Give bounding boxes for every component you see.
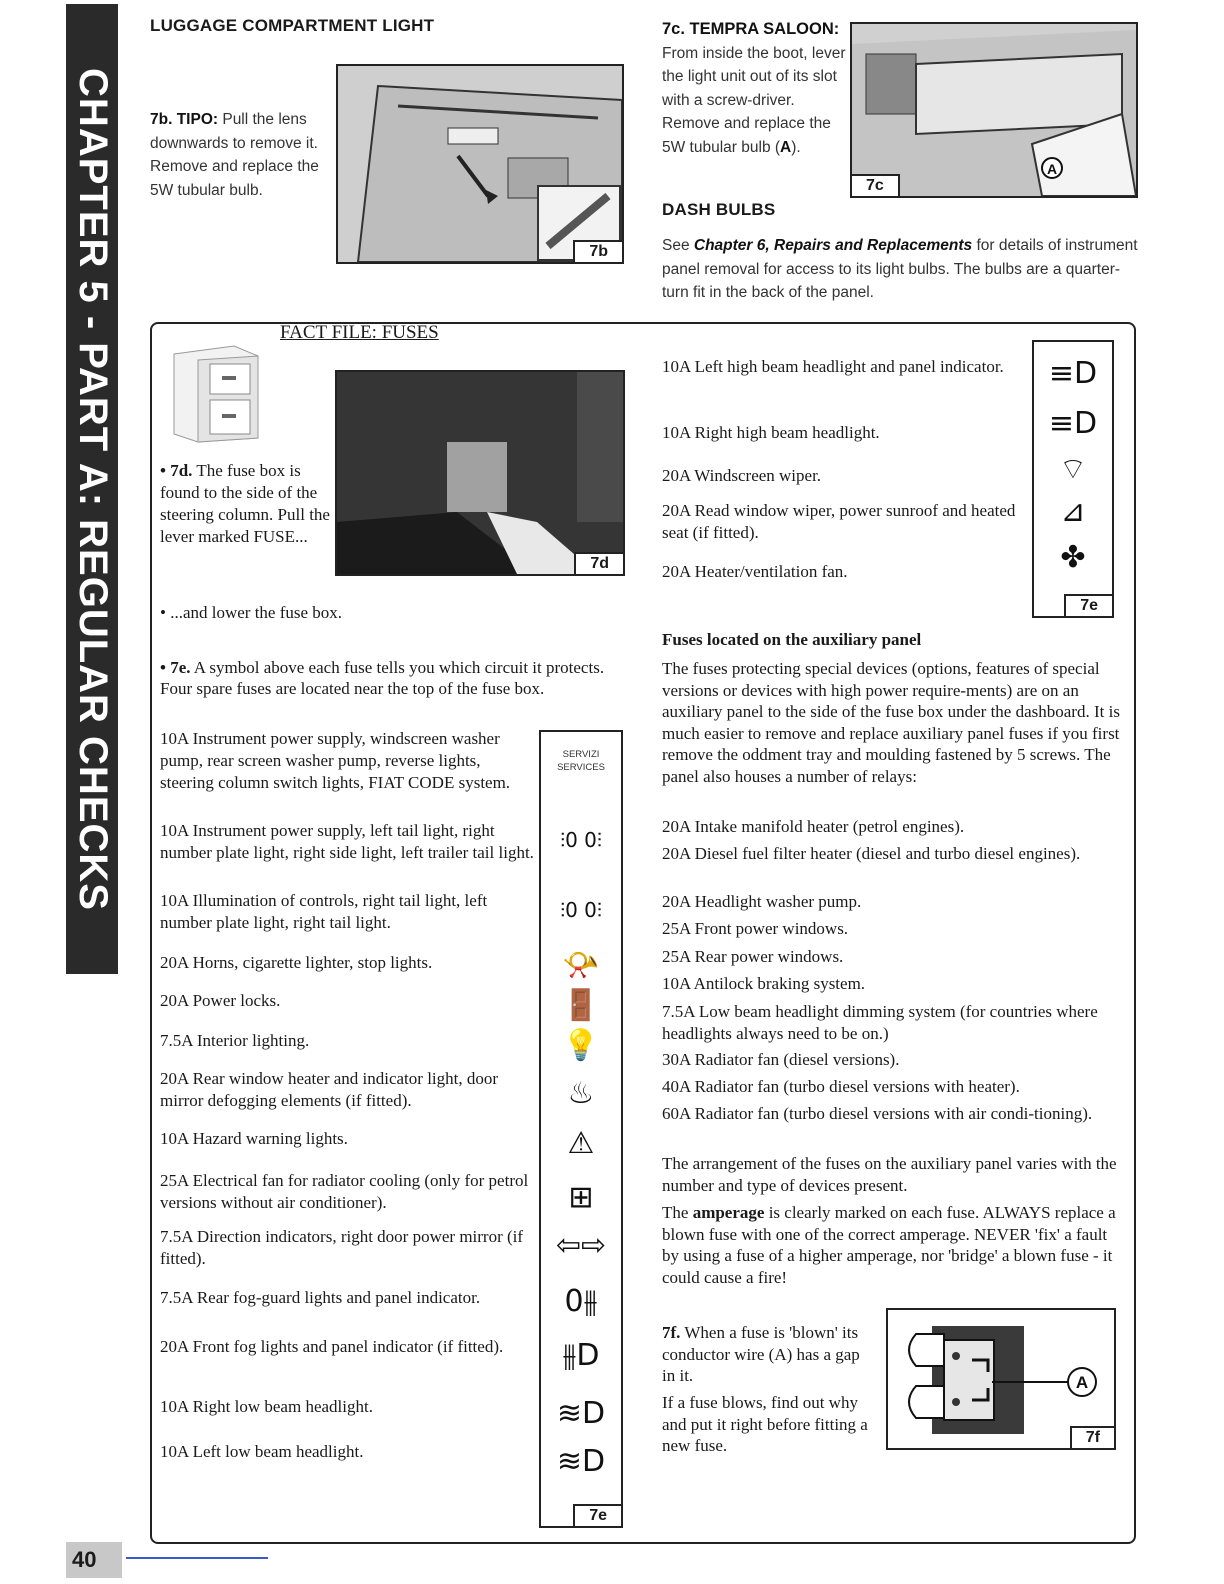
fuse-left-8: 10A Hazard warning lights. xyxy=(160,1129,348,1148)
paragraph-7f-label: 7f. xyxy=(662,1323,681,1342)
dash-text-1: See xyxy=(662,237,694,254)
fuse-left-4: 20A Horns, cigarette lighter, stop lights. xyxy=(160,953,433,972)
page-number: 40 xyxy=(66,1542,122,1578)
ventilation-fan-icon: ✤ xyxy=(1060,540,1086,575)
luggage-heading: LUGGAGE COMPARTMENT LIGHT xyxy=(150,16,435,35)
chapter-side-tab-text: CHAPTER 5 - PART A: REGULAR CHECKS xyxy=(70,67,115,911)
tempra-text-1: From inside the boot, lever the light unit out of its slot with a screw-driver. Remove and replace the 5W tubular bulb ( xyxy=(662,44,846,156)
paragraph-7e xyxy=(160,657,620,699)
aux-item-8: 30A Radiator fan (diesel versions). xyxy=(662,1050,900,1069)
paragraph-7d xyxy=(160,460,330,548)
figure-7d-label: 7d xyxy=(574,552,625,576)
paragraph-7f-text: When a fuse is 'blown' its conductor wire (A) has a gap in it. xyxy=(662,1323,860,1386)
dash-paragraph xyxy=(662,234,1140,305)
figure-7c-marker: A xyxy=(1046,161,1058,177)
tempra-label: 7c. TEMPRA SALOON: xyxy=(662,20,840,38)
figure-7f xyxy=(886,1308,1116,1450)
aux-item-5: 25A Rear power windows. xyxy=(662,947,844,966)
fuse-left-11: 7.5A Rear fog-guard lights and panel indicator. xyxy=(160,1288,481,1307)
tempra-paragraph xyxy=(662,18,848,159)
paragraph-7f xyxy=(662,1322,872,1387)
radiator-fan-icon: ⊞ xyxy=(568,1180,594,1215)
direction-indicator-icon: ⇦⇨ xyxy=(555,1228,607,1263)
fuse-left-10: 7.5A Direction indicators, right door power mirror (if fitted). xyxy=(160,1227,524,1268)
fuse-left-7: 20A Rear window heater and indicator light, door mirror defogging elements (if fitted). xyxy=(160,1069,499,1110)
aux-item-7: 7.5A Low beam headlight dimming system (for countries where headlights always need to be on.) xyxy=(662,1002,1098,1043)
paragraph-lower: • ...and lower the fuse box. xyxy=(160,603,343,622)
amperage-text-2: is clearly marked on each fuse. ALWAYS replace a blown fuse with one of the correct amperage. NEVER 'fix' a fault by using a fuse of a higher amperage, nor 'bridge' a blown fuse - it could cause a fire! xyxy=(662,1203,1116,1287)
figure-7b-label: 7b xyxy=(573,240,624,264)
figure-7d-photo xyxy=(337,372,623,574)
chapter-side-tab-text-wrap xyxy=(66,4,118,974)
windscreen-wiper-icon: ⌔ xyxy=(1058,452,1088,487)
fuse-right-2: 10A Right high beam headlight. xyxy=(662,423,880,442)
fuse-right-4: 20A Read window wiper, power sunroof and heated seat (if fitted). xyxy=(662,501,1016,542)
side-lights-icon-2: ⫶0 0⫶ xyxy=(560,898,602,922)
figure-7f-marker: A xyxy=(1075,1373,1089,1392)
fuse-left-3: 10A Illumination of controls, right tail light, left number plate light, right tail light. xyxy=(160,891,488,932)
fuse-left-14: 10A Left low beam headlight. xyxy=(160,1442,364,1461)
low-beam-left-icon: ≋D xyxy=(556,1444,606,1479)
amperage-paragraph xyxy=(662,1202,1124,1288)
page-footer-line xyxy=(126,1557,268,1559)
high-beam-left-icon: ≡D xyxy=(1048,356,1098,391)
fuse-left-5: 20A Power locks. xyxy=(160,991,281,1010)
aux-item-3: 20A Headlight washer pump. xyxy=(662,892,862,911)
fuse-left-13: 10A Right low beam headlight. xyxy=(160,1397,373,1416)
figure-7b xyxy=(336,64,624,264)
fuse-left-1: 10A Instrument power supply, windscreen washer pump, rear screen washer pump, reverse lights, steering column switch lights, FIAT CODE system. xyxy=(160,729,511,792)
fact-file-title: FACT FILE: FUSES xyxy=(280,322,439,343)
aux-intro: The fuses protecting special devices (options, features of special versions or devices with high power require-ments) are on an auxiliary panel to the side of the fuse box under the dashboard. It is much easier to remove and replace auxiliary panel fuses if you first remove the oddment tray and moulding fastened by 5 screws. The panel also houses a number of relays: xyxy=(662,659,1120,786)
paragraph-7d-text: The fuse box is found to the side of the steering column. Pull the lever marked FUSE... xyxy=(160,461,330,546)
low-beam-right-icon: ≋D xyxy=(556,1396,606,1431)
rear-wiper-icon: ⊿ xyxy=(1060,494,1086,529)
dash-text-2: for details of instrument panel removal for access to its light bulbs. The bulbs are a quarter-turn fit in the back of the panel. xyxy=(662,237,1138,301)
front-fog-light-icon: ⫵D xyxy=(562,1338,600,1373)
figure-7c xyxy=(850,22,1138,198)
figure-7c-illustration xyxy=(852,24,1136,196)
figure-7e-main-label: 7e xyxy=(573,1504,623,1528)
service-label: SERVIZI SERVICES xyxy=(557,749,605,773)
paragraph-7e-label: • 7e. xyxy=(160,658,191,677)
tempra-text-bold: A xyxy=(780,138,792,156)
figure-7d xyxy=(335,370,625,576)
figure-7b-illustration xyxy=(338,66,622,262)
tipo-label: 7b. TIPO: xyxy=(150,111,219,128)
door-lock-icon: 🚪 xyxy=(562,988,600,1023)
rear-fog-light-icon: 0⫵ xyxy=(564,1284,598,1319)
aux-item-6: 10A Antilock braking system. xyxy=(662,974,866,993)
rear-window-heater-icon: ♨ xyxy=(567,1076,595,1111)
fuse-left-12: 20A Front fog lights and panel indicator (if fitted). xyxy=(160,1337,504,1356)
paragraph-7f-2: If a fuse blows, find out why and put it right before fitting a new fuse. xyxy=(662,1393,868,1456)
tempra-text-2: ). xyxy=(791,138,801,156)
figure-7c-label: 7c xyxy=(850,174,900,198)
aux-item-10: 60A Radiator fan (turbo diesel versions with air condi-tioning). xyxy=(662,1104,1093,1123)
dash-heading: DASH BULBS xyxy=(662,200,776,219)
arrangement-paragraph: The arrangement of the fuses on the auxiliary panel varies with the number and type of devices present. xyxy=(662,1154,1117,1195)
paragraph-7e-text: A symbol above each fuse tells you which circuit it protects. Four spare fuses are located near the top of the fuse box. xyxy=(160,658,605,698)
horn-icon: 📯 xyxy=(562,948,600,983)
fuse-right-3: 20A Windscreen wiper. xyxy=(662,466,822,485)
fuse-right-5: 20A Heater/ventilation fan. xyxy=(662,562,848,581)
tipo-paragraph xyxy=(150,108,325,202)
fuse-symbol-strip-main xyxy=(539,730,623,1528)
aux-item-2: 20A Diesel fuel filter heater (diesel and turbo diesel engines). xyxy=(662,844,1081,863)
aux-heading: Fuses located on the auxiliary panel xyxy=(662,630,922,649)
side-lights-icon: ⫶0 0⫶ xyxy=(560,828,602,852)
fuse-left-2: 10A Instrument power supply, left tail light, right number plate light, right side light, left trailer tail light. xyxy=(160,821,534,862)
fuse-left-6: 7.5A Interior lighting. xyxy=(160,1031,310,1050)
amperage-text-1: The xyxy=(662,1203,693,1222)
paragraph-7d-label: • 7d. xyxy=(160,461,193,480)
figure-7e-side-label: 7e xyxy=(1064,594,1114,618)
fuse-right-1: 10A Left high beam headlight and panel indicator. xyxy=(662,357,1004,376)
figure-7f-label: 7f xyxy=(1070,1426,1116,1450)
aux-item-9: 40A Radiator fan (turbo diesel versions with heater). xyxy=(662,1077,1020,1096)
hazard-warning-icon: ⚠ xyxy=(567,1126,595,1161)
aux-item-4: 25A Front power windows. xyxy=(662,919,849,938)
interior-light-icon: 💡 xyxy=(562,1028,600,1063)
filing-cabinet-icon xyxy=(170,342,262,444)
high-beam-right-icon: ≡D xyxy=(1048,406,1098,441)
tipo-text: Pull the lens downwards to remove it. Remove and replace the 5W tubular bulb. xyxy=(150,111,319,199)
aux-item-1: 20A Intake manifold heater (petrol engines). xyxy=(662,817,965,836)
fuse-left-9: 25A Electrical fan for radiator cooling (only for petrol versions without air conditioner). xyxy=(160,1171,529,1212)
dash-text-bold: Chapter 6, Repairs and Replacements xyxy=(693,237,973,254)
amperage-bold: amperage xyxy=(692,1203,765,1222)
fuse-symbol-strip-side xyxy=(1032,340,1114,618)
